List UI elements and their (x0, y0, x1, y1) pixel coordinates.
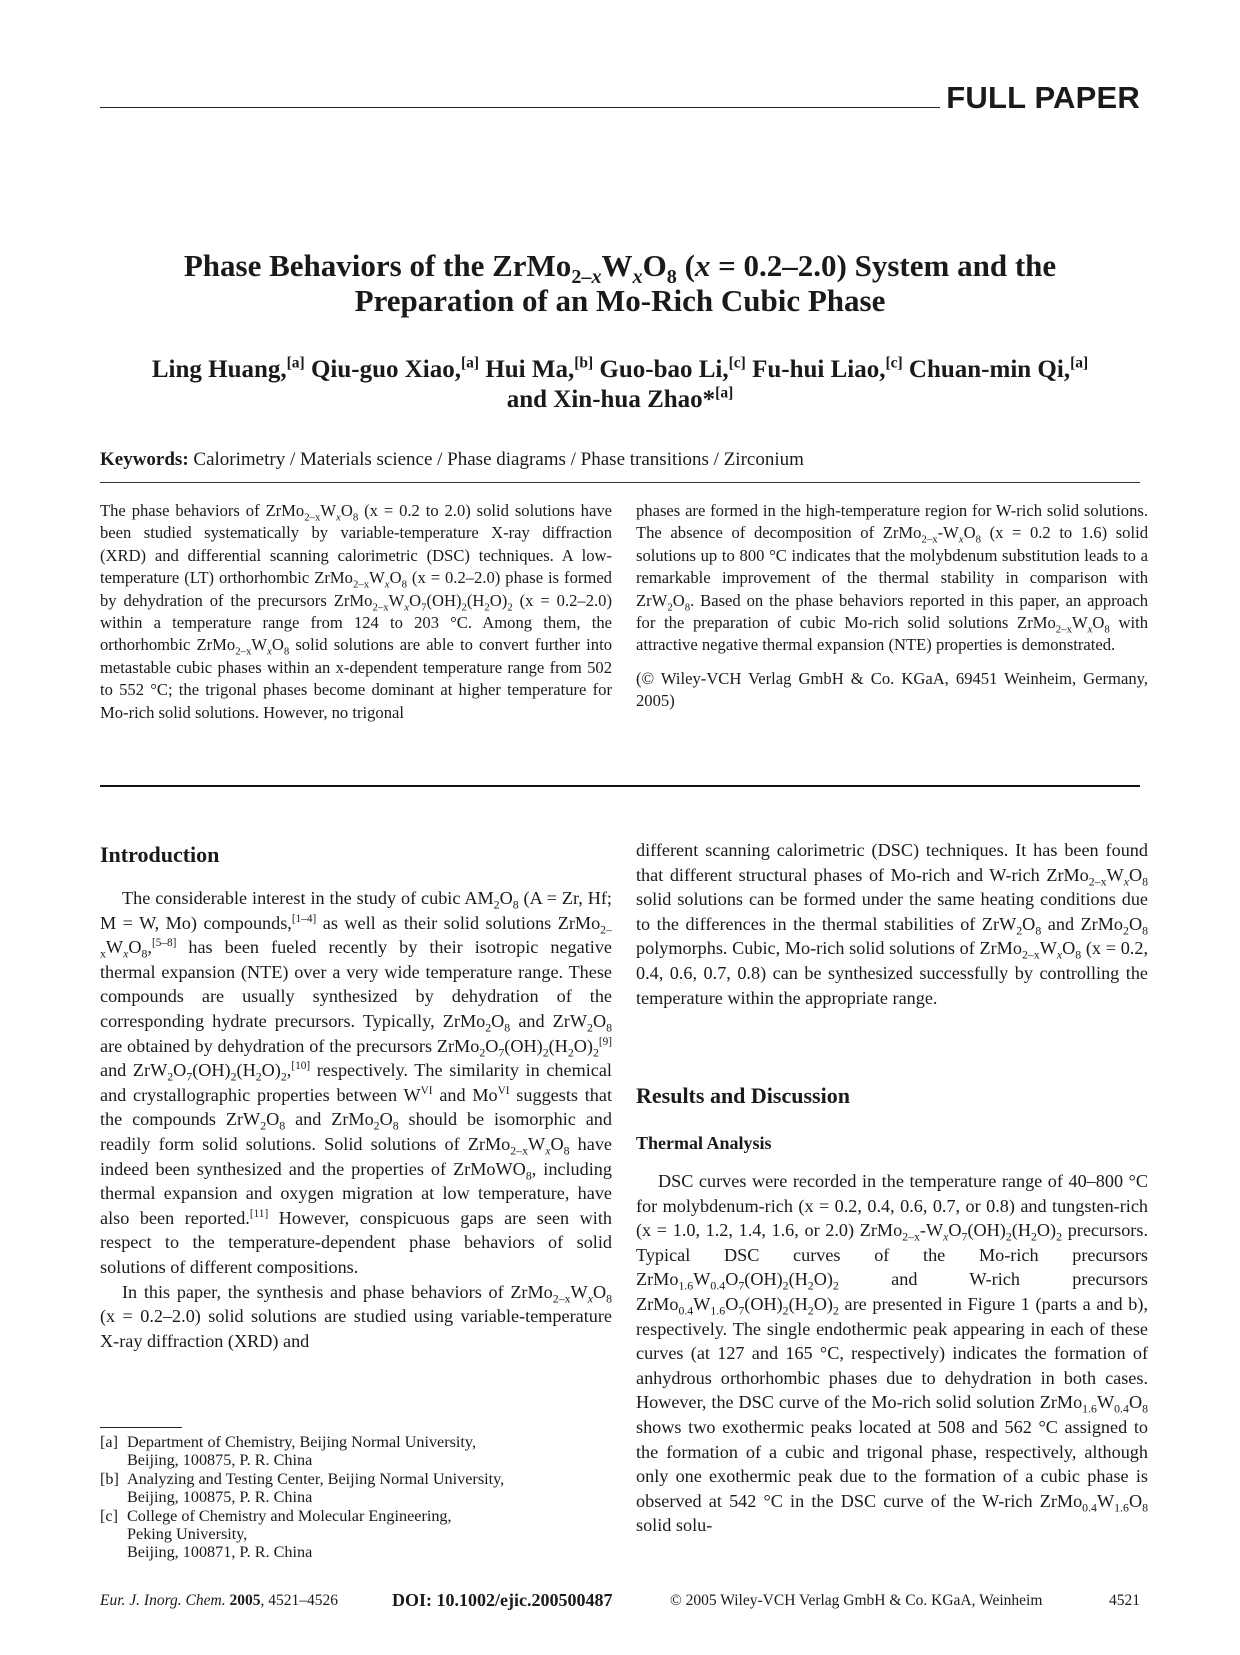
keywords-text: Calorimetry / Materials science / Phase diagrams / Phase transitions / Zirconium (193, 449, 804, 470)
citation: [1–4] (291, 912, 317, 925)
results-heading: Results and Discussion (636, 1083, 850, 1108)
citation: [11] (249, 1207, 269, 1220)
abstract-left-column (100, 500, 612, 724)
affiliation-mark: [a] (286, 354, 305, 372)
title-line-2: Preparation of an Mo-Rich Cubic Phase (354, 283, 886, 318)
keywords (100, 449, 1140, 471)
copyright-note: (© Wiley-VCH Verlag GmbH & Co. KGaA, 69451 Weinheim, Germany, 2005) (636, 668, 1148, 711)
thermal-analysis-body (636, 1169, 1148, 1538)
introduction-body (100, 886, 612, 1353)
footnote-label: [c] (100, 1506, 118, 1525)
introduction-continuation (636, 838, 1148, 1010)
author: Ling Huang,[a] (151, 354, 305, 383)
citation: [10] (291, 1060, 311, 1073)
author: Fu-hui Liao,[c] (752, 354, 903, 383)
footnote: [a] Department of Chemistry, Beijing Normal University, Beijing, 100875, P. R. China (100, 1433, 477, 1470)
title-sub-italic: x (591, 266, 602, 289)
footnote-label: [b] (100, 1469, 119, 1488)
affiliation-footnotes (100, 1433, 620, 1562)
page-footer (100, 1592, 1140, 1614)
affiliation-mark: [c] (885, 354, 903, 372)
affiliation-mark: [a] (715, 384, 734, 402)
intro-paragraph-2: In this paper, the synthesis and phase behaviors of $ZrMo_{2-x}W_xO_8$ (x = 0.2–2.0) solid solutions are studied using variable-temperature X-ray diffraction (XRD) and (100, 1281, 612, 1351)
title-text: Phase Behaviors of the ZrMo (183, 248, 572, 283)
page-number: 4521 (1109, 1592, 1140, 1609)
affiliation-mark: [a] (1070, 354, 1089, 372)
citation: [5–8] (151, 937, 177, 950)
keywords-label: Keywords: (100, 449, 189, 470)
footnote-rule (100, 1427, 182, 1428)
title-sub: 8 (666, 266, 677, 289)
author-list (100, 355, 1140, 415)
footnote: [c] College of Chemistry and Molecular Engineering, Peking University, Beijing, 100871, P. R. China (100, 1506, 452, 1562)
keywords-rule (100, 482, 1140, 483)
journal-citation: Eur. J. Inorg. Chem. 2005, 4521–4526 (100, 1592, 338, 1609)
footer-copyright: © 2005 Wiley-VCH Verlag GmbH & Co. KGaA, Weinheim (670, 1592, 1043, 1609)
author: Chuan-min Qi,[a] (908, 354, 1089, 383)
abstract-paragraph: The phase behaviors of $ZrMo_{2-x}W_xO_8$ (x = 0.2 to 2.0) solid solutions have been studied systematically by variable-temperature X-ray diffraction (XRD) and differential scanning calorimetric (DSC) techniques. A low-temperature (LT) orthorhombic $ZrMo_{2-x}W_xO_8$ (x = 0.2–2.0) phase is formed by dehydration of the precursors $ZrMo_{2-x}W_xO_7(OH)_2(H_2O)_2$ (x = 0.2–2.0) within a temperature range from 124 to 203 °C. Among them, the orthorhombic $ZrMo_{2-x}W_xO_8$ solid solutions are able to convert further into metastable cubic phases within an x-dependent temperature range from 502 to 552 °C; the trigonal phases become dominant at higher temperature for Mo-rich solid solutions. However, no trigonal (100, 501, 612, 722)
author: Guo-bao Li,[c] (599, 354, 746, 383)
affiliation-mark: [a] (460, 354, 480, 372)
section-label: FULL PAPER (946, 80, 1140, 115)
title-text: W (601, 248, 633, 283)
title-sub: 2– (571, 266, 592, 289)
title-italic: x (694, 248, 711, 283)
header-rule (100, 107, 940, 108)
paper-title (100, 248, 1140, 318)
author: Qiu-guo Xiao,[a] (310, 354, 480, 383)
doi-link[interactable]: DOI: 10.1002/ejic.200500487 (392, 1590, 613, 1610)
author: Hui Ma,[b] (485, 354, 594, 383)
citation: [9] (598, 1035, 612, 1048)
abstract-right-column (636, 500, 1148, 713)
abstract-paragraph: phases are formed in the high-temperature region for W-rich solid solutions. The absence of decomposition of $ZrMo_{2-x}-W_xO_8$ (x = 0.2 to 1.6) solid solutions up to 800 °C indicates that the molybdenum substitution leads to a remarkable improvement of the thermal stability in comparison with $ZrW_2O_8$. Based on the phase behaviors reported in this paper, an approach for the preparation of cubic Mo-rich solid solutions $ZrMo_{2-x}W_xO_8$ with attractive negative thermal expansion (NTE) properties is demonstrated. (636, 501, 1148, 655)
thermal-paragraph: DSC curves were recorded in the temperature range of 40–800 °C for molybdenum-rich (x = 0.2, 0.4, 0.6, 0.7, or 0.8) and tungsten-rich (x = 1.0, 1.2, 1.4, 1.6, or 2.0) $ZrMo_{2-x}-W_xO_7(OH)_2(H_2O)_2$ precursors. Typical DSC curves of the Mo-rich precursors $ZrMo_{1.6}W_{0.4}O_7(OH)_2(H_2O)_2$ and W-rich precursors $ZrMo_{0.4}W_{1.6}O_7(OH)_2(H_2O)_2$ are presented in Figure 1 (parts a and b), respectively. The single endothermic peak appearing in each of these curves (at 127 and 165 °C, respectively) indicates the formation of anhydrous orthorhombic phases due to dehydration in both cases. However, the DSC curve of the Mo-rich solid solution $ZrMo_{1.6}W_{0.4}O_8$ shows two exothermic peaks located at 508 and 562 °C assigned to the formation of a cubic and trigonal phase, respectively, although only one exothermic peak due to the formation of a cubic phase is observed at 542 °C in the DSC curve of the W-rich $ZrMo_{0.4}W_{1.6}O_8$ solid solu- (636, 1171, 1148, 1536)
affiliation-mark: [b] (574, 354, 594, 372)
abstract-rule (100, 785, 1140, 787)
title-text: = 0.2–2.0) System and the (710, 248, 1057, 283)
introduction-heading: Introduction (100, 842, 220, 867)
affiliation-mark: [c] (728, 354, 746, 372)
footnote: [b] Analyzing and Testing Center, Beijing Normal University, Beijing, 100875, P. R. China (100, 1469, 505, 1507)
intro-paragraph-continued: different scanning calorimetric (DSC) techniques. It has been found that different structural phases of Mo-rich and W-rich $ZrMo_{2-x}W_xO_8$ solid solutions can be formed under the same heating conditions due to the differences in the thermal stabilities of $ZrW_2O_8$ and $ZrMo_2O_8$ polymorphs. Cubic, Mo-rich solid solutions of $ZrMo_{2-x}W_xO_8$ (x = 0.2, 0.4, 0.6, 0.7, 0.8) can be synthesized successfully by controlling the temperature within the appropriate range. (636, 840, 1148, 1008)
title-sub-italic: x (632, 266, 643, 289)
footnote-label: [a] (100, 1433, 118, 1451)
intro-paragraph-1: The considerable interest in the study of cubic $AM_2O_8$ (A = Zr, Hf; M = W, Mo) compounds,[1–4] as well as their solid solutions $ZrMo_{2-x}W_xO_8,[5-8]$ has been fueled recently by their isotropic negative thermal expansion (NTE) over a very wide temperature range. These compounds are usually synthesized by dehydration of the corresponding hydrate precursors. Typically, $ZrMo_2O_8$ and $ZrW_2O_8$ are obtained by dehydration of the precursors $ZrMo_2O_7(OH)_2(H_2O)_2[9]$ and $ZrW_2O_7(OH)_2(H_2O)_2,[10]$ respectively. The similarity in chemical and crystallographic properties between $W^{VI}$ and $Mo^{VI}$ suggests that the compounds $ZrW_2O_8$ and $ZrMo_2O_8$ should be isomorphic and readily form solid solutions. Solid solutions of $ZrMo_{2-x}W_xO_8$ have indeed been synthesized and the properties of ZrMoWO$_8$, including thermal expansion and oxygen migration at low temperature, have also been reported.[11] However, conspicuous gaps are seen with respect to the temperature-dependent phase behaviors of solid solutions of different compositions. (100, 888, 612, 1277)
title-text: O (642, 248, 667, 283)
author: and Xin-hua Zhao*[a] (506, 384, 734, 413)
thermal-analysis-heading: Thermal Analysis (636, 1133, 772, 1153)
title-text: ( (676, 248, 695, 283)
